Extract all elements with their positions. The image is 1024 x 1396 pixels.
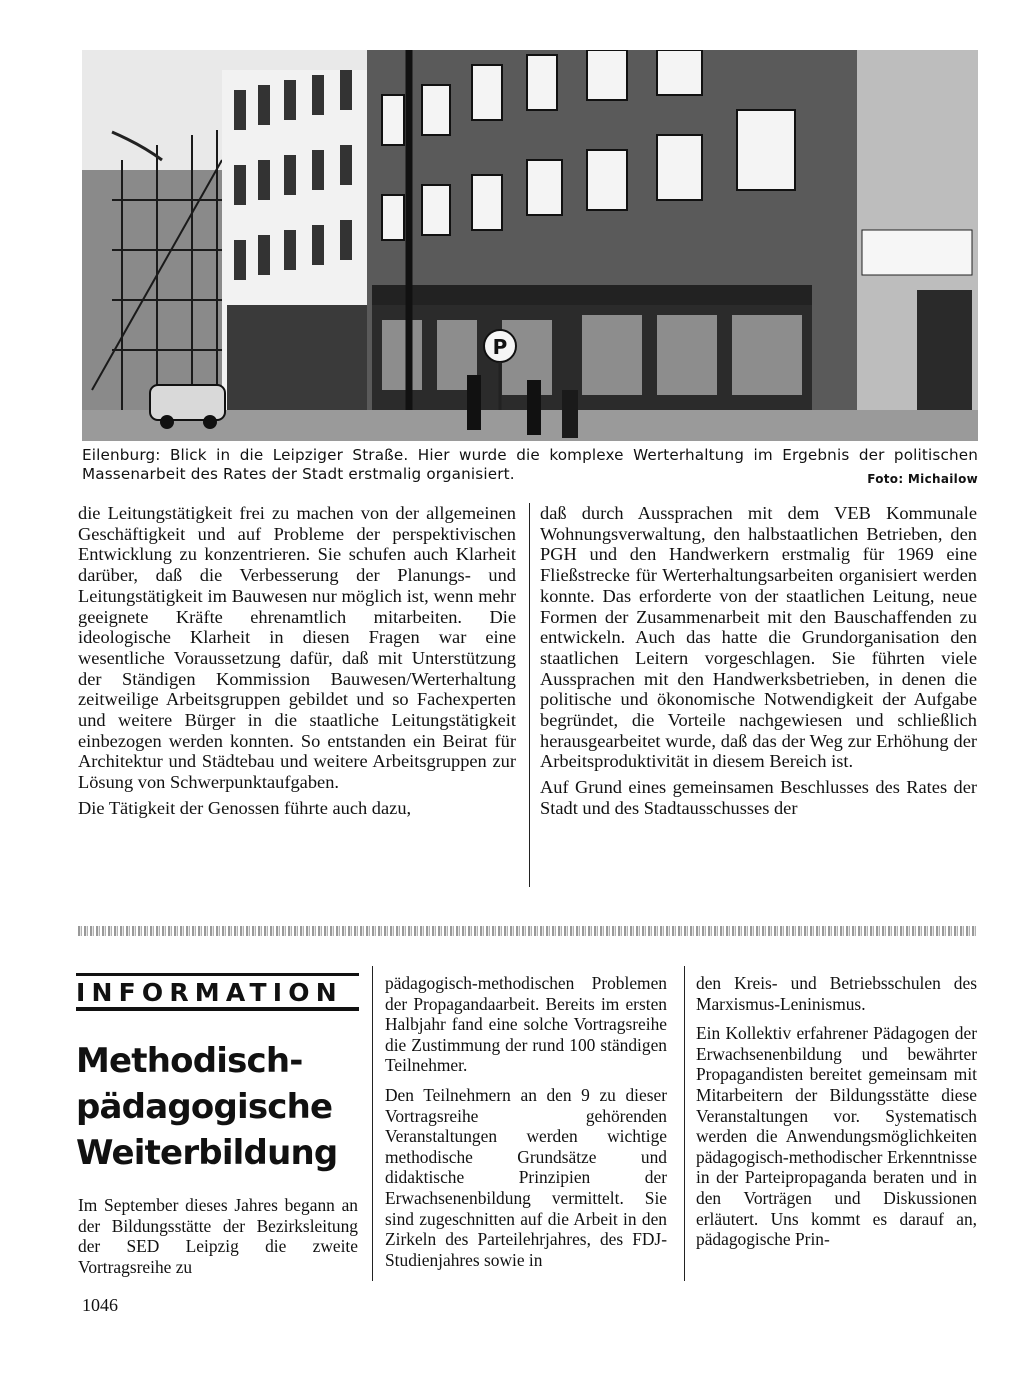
info-paragraph: Den Teilnehmern an den 9 zu dieser Vortragsreihe gehörenden Veranstaltungen werden wichtige methodische Grundsätze und didaktische Prinzipien der Erwachsenenbildung vermittelt. Sie sind zugeschnitten auf die Arbeit in den Zirkeln des Parteilehrjahres, des FDJ-Studienjahres sowie in [385,1084,667,1270]
info-column-3 [696,973,977,1250]
info-paragraph: pädagogisch-methodischen Problemen der Propagandaarbeit. Bereits im ersten Halbjahr fand eine solche Vortragsreihe die Zustimmung der rund 100 ständigen Teilnehmer. [385,973,667,1076]
article-paragraph: Die Tätigkeit der Genossen führte auch dazu, [78,797,412,818]
info-headline [76,1038,366,1176]
column-divider [372,966,373,1281]
headline-line: Methodisch- [76,1041,303,1081]
building-photo-illustration [82,50,978,441]
info-column-2 [385,973,667,1270]
lead-paragraph: Im September dieses Jahres begann an der Bildungsstätte der Bezirksleitung der SED Leipzig die zweite Vortragsreihe zu [78,1195,358,1277]
section-separator [78,926,976,936]
article-paragraph: die Leitungstätigkeit frei zu machen von der allgemeinen Geschäftigkeit und auf Probleme der perspektivischen Entwicklung zu konzentrieren. Sie schufen auch Klarheit darüber, daß die Verbesserung der Planungs- und Leitungstätigkeit im Bauwesen nur möglich ist, wenn mehr geeignete Kräfte ehrenamtlich mitarbeiten. Die ideologische Klarheit in diesen Fragen war eine wesentliche Voraussetzung dafür, daß mit Unterstützung der Ständigen Kommission Bauwesen/Werterhaltung zeitweilige Arbeitsgruppen gebildet und so Fachexperten und weitere Bürger in die staatliche Leitungstätigkeit einbezogen werden konnten. So entstanden ein Beirat für Architektur und Städtebau und weitere Arbeitsgruppen zur Lösung von Schwerpunktaufgaben. [78,503,516,793]
article-paragraph: Auf Grund eines gemeinsamen Beschlusses des Rates der Stadt und des Stadtausschusses der [540,777,977,818]
article-column-right [540,503,977,819]
headline-line: Weiterbildung [76,1133,338,1173]
information-banner [76,973,359,1011]
column-divider [684,966,685,1281]
parking-sign-letter: P [492,335,508,359]
column-divider [529,503,530,887]
photo-caption: Eilenburg: Blick in die Leipziger Straße. Hier wurde die komplexe Werterhaltung im Ergebnis der politischen Massenarbeit des Rates der Stadt erstmalig organisiert. [82,446,978,483]
street-photo [82,50,978,441]
information-label: INFORMATION [76,978,343,1007]
article-column-left [78,503,516,819]
page-number: 1046 [82,1295,118,1315]
headline-line: pädagogische [76,1087,333,1127]
info-paragraph: Ein Kollektiv erfahrener Pädagogen der Erwachsenenbildung und bewährter Propagandisten bereitet gemeinsam mit Mitarbeitern der Bildungsstätte diese Veranstaltungen vor. Systematisch werden die Anwendungsmöglichkeiten pädagogisch-methodischer Erkenntnisse in der Parteipropaganda beraten und in den Vorträgen und Diskussionen erläutert. Uns kommt es darauf an, pädagogische Prin- [696,1023,977,1250]
photo-credit: Foto: Michailow [867,472,978,486]
info-paragraph: den Kreis- und Betriebsschulen des Marxismus-Leninismus. [696,973,977,1014]
info-lead [78,1195,358,1277]
article-paragraph: daß durch Aussprachen mit dem VEB Kommunale Wohnungsverwaltung, den halbstaatlichen Betrieben, den PGH und den Handwerkern erstmalig für 1969 eine Fließstrecke für Werterhaltungsarbeiten organisiert werden konnte. Das erforderte von der staatlichen Leitung, neue Formen der Zusammenarbeit mit den Bauschaffenden zu entwickeln. Auch das hatte die Grundorganisation den staatlichen Leitern vorgeschlagen. Sie führten viele Aussprachen mit den Handwerksbetrieben, in denen die politische und ökonomische Notwendigkeit der Aufgabe begründet, die Vorteile nachgewiesen und schließlich herausgearbeitet wurde, daß das der Weg zur Erhöhung der Arbeitsproduktivität in diesem Bereich ist. [540,503,977,772]
